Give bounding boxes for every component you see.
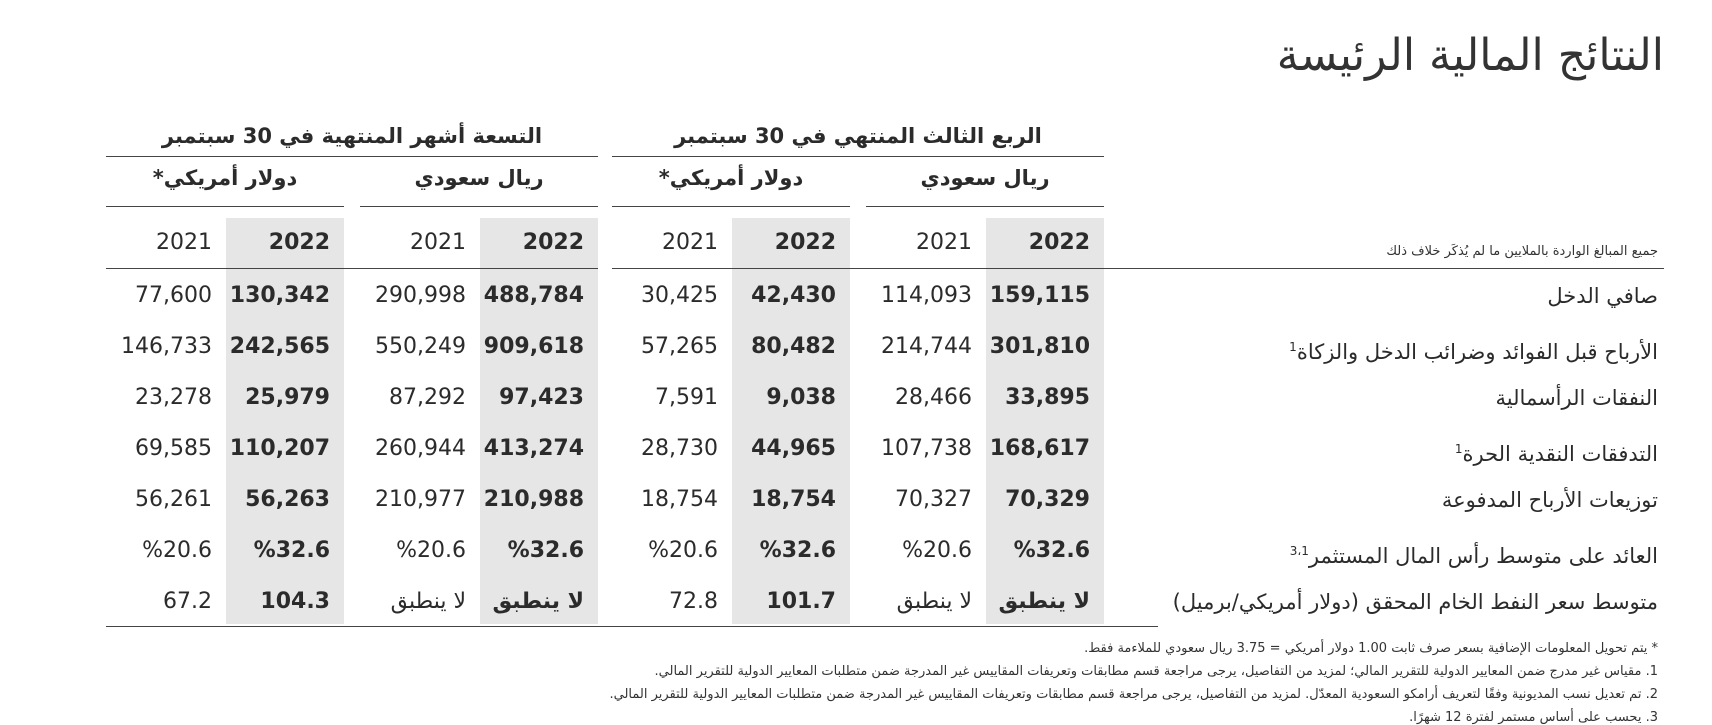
value-q3-usd-2021: 57,265 bbox=[641, 334, 718, 359]
currency-header-q3-usd: دولار أمريكي* bbox=[612, 166, 850, 207]
value-q3-sar-2021: 214,744 bbox=[881, 334, 972, 359]
year-header-prior: 2021 bbox=[916, 230, 972, 255]
currency-header-9m-usd: دولار أمريكي* bbox=[106, 166, 344, 207]
value-q3-usd-2022: 80,482 bbox=[751, 334, 836, 359]
year-header-prior: 2021 bbox=[662, 230, 718, 255]
year-header-current: 2022 bbox=[522, 230, 584, 255]
value-q3-usd-2022: 18,754 bbox=[751, 487, 836, 512]
value-9m-usd-2022: 130,342 bbox=[229, 283, 330, 308]
footnote: * يتم تحويل المعلومات الإضافية بسعر صرف ثابت 1.00 دولار أمريكي = 3.75 ريال سعودي للملاءمة فقط. bbox=[1084, 641, 1658, 656]
value-q3-usd-2022: 42,430 bbox=[751, 283, 836, 308]
value-q3-usd-2021: 18,754 bbox=[641, 487, 718, 512]
footnote: 2. تم تعديل نسب المديونية وفقًا لتعريف أرامكو السعودية المعدّل. لمزيد من التفاصيل، يرجى مراجعة قسم مطابقات وتعريفات المقاييس غير المدرجة ضمن متطلبات المعايير الدولية للتقرير المالي. bbox=[609, 687, 1658, 702]
value-q3-sar-2022: 168,617 bbox=[989, 436, 1090, 461]
value-9m-usd-2021: 67.2 bbox=[163, 589, 212, 614]
value-q3-sar-2021: 28,466 bbox=[895, 385, 972, 410]
year-header-current: 2022 bbox=[268, 230, 330, 255]
value-q3-sar-2021: لا ينطبق bbox=[896, 589, 972, 614]
value-9m-usd-2021: 69,585 bbox=[135, 436, 212, 461]
value-q3-sar-2022: 159,115 bbox=[989, 283, 1090, 308]
value-9m-sar-2021: لا ينطبق bbox=[390, 589, 466, 614]
value-q3-sar-2022: لا ينطبق bbox=[998, 589, 1090, 614]
group-header-q3: الربع الثالث المنتهي في 30 سبتمبر bbox=[612, 124, 1104, 157]
value-q3-sar-2022: %32.6 bbox=[1013, 538, 1090, 563]
year-header-current: 2022 bbox=[1028, 230, 1090, 255]
value-9m-usd-2022: 242,565 bbox=[229, 334, 330, 359]
value-q3-sar-2021: 107,738 bbox=[881, 436, 972, 461]
row-label: متوسط سعر النفط الخام المحقق (دولار أمريكي/برميل) bbox=[1172, 590, 1658, 614]
value-9m-sar-2022: 97,423 bbox=[499, 385, 584, 410]
page-title: النتائج المالية الرئيسة bbox=[1276, 30, 1664, 81]
value-9m-sar-2021: 550,249 bbox=[375, 334, 466, 359]
value-q3-usd-2022: 9,038 bbox=[766, 385, 836, 410]
value-9m-usd-2022: 56,263 bbox=[245, 487, 330, 512]
value-9m-usd-2021: 23,278 bbox=[135, 385, 212, 410]
value-q3-usd-2022: %32.6 bbox=[759, 538, 836, 563]
value-9m-usd-2021: 146,733 bbox=[121, 334, 212, 359]
row-label: صافي الدخل bbox=[1547, 284, 1658, 308]
value-9m-usd-2022: 104.3 bbox=[260, 589, 330, 614]
value-9m-sar-2022: لا ينطبق bbox=[492, 589, 584, 614]
value-q3-usd-2021: 72.8 bbox=[669, 589, 718, 614]
header-rule bbox=[612, 268, 1664, 269]
year-header-prior: 2021 bbox=[410, 230, 466, 255]
value-q3-sar-2022: 301,810 bbox=[989, 334, 1090, 359]
currency-header-q3-sar: ريال سعودي bbox=[866, 166, 1104, 207]
value-q3-usd-2022: 44,965 bbox=[751, 436, 836, 461]
value-9m-usd-2022: 25,979 bbox=[245, 385, 330, 410]
value-q3-sar-2021: %20.6 bbox=[902, 538, 972, 563]
currency-header-9m-sar: ريال سعودي bbox=[360, 166, 598, 207]
header-rule bbox=[106, 268, 598, 269]
value-9m-sar-2021: %20.6 bbox=[396, 538, 466, 563]
value-q3-usd-2021: 7,591 bbox=[655, 385, 718, 410]
footnote-marker: 3،1 bbox=[1289, 544, 1309, 558]
row-label: الأرباح قبل الفوائد وضرائب الدخل والزكاة$^1$ bbox=[1289, 340, 1658, 364]
value-9m-sar-2021: 210,977 bbox=[375, 487, 466, 512]
value-9m-usd-2021: %20.6 bbox=[142, 538, 212, 563]
group-header-nine-months: التسعة أشهر المنتهية في 30 سبتمبر bbox=[106, 124, 598, 157]
value-9m-sar-2021: 290,998 bbox=[375, 283, 466, 308]
row-label: العائد على متوسط رأس المال المستثمر$^{3،1}$ bbox=[1289, 544, 1658, 568]
value-9m-sar-2022: 488,784 bbox=[483, 283, 584, 308]
year-header-prior: 2021 bbox=[156, 230, 212, 255]
value-9m-sar-2021: 87,292 bbox=[389, 385, 466, 410]
units-note: جميع المبالغ الواردة بالملايين ما لم يُذكَر خلاف ذلك bbox=[1386, 244, 1658, 259]
value-q3-usd-2022: 101.7 bbox=[766, 589, 836, 614]
footnote-marker: 1 bbox=[1454, 442, 1463, 456]
value-9m-sar-2022: 210,988 bbox=[483, 487, 584, 512]
row-label: النفقات الرأسمالية bbox=[1495, 386, 1658, 410]
value-9m-usd-2021: 77,600 bbox=[135, 283, 212, 308]
value-q3-usd-2021: 28,730 bbox=[641, 436, 718, 461]
row-label: التدفقات النقدية الحرة$^1$ bbox=[1454, 442, 1658, 466]
value-q3-usd-2021: 30,425 bbox=[641, 283, 718, 308]
row-label: توزيعات الأرباح المدفوعة bbox=[1441, 488, 1658, 512]
value-q3-sar-2021: 70,327 bbox=[895, 487, 972, 512]
value-q3-usd-2021: %20.6 bbox=[648, 538, 718, 563]
value-9m-usd-2022: %32.6 bbox=[253, 538, 330, 563]
year-header-current: 2022 bbox=[774, 230, 836, 255]
value-q3-sar-2022: 70,329 bbox=[1005, 487, 1090, 512]
footnote: 3. يحسب على أساس مستمر لفترة 12 شهرًا. bbox=[1409, 710, 1658, 725]
footnote: 1. مقياس غير مدرج ضمن المعايير الدولية للتقرير المالي؛ لمزيد من التفاصيل، يرجى مراجعة قسم مطابقات وتعريفات المقاييس غير المدرجة ضمن متطلبات المعايير الدولية للتقرير المالي. bbox=[654, 664, 1658, 679]
value-q3-sar-2021: 114,093 bbox=[881, 283, 972, 308]
footnote-marker: 1 bbox=[1289, 340, 1297, 354]
table-bottom-rule bbox=[106, 626, 1158, 627]
value-9m-sar-2022: 909,618 bbox=[483, 334, 584, 359]
value-9m-sar-2022: 413,274 bbox=[483, 436, 584, 461]
value-9m-sar-2022: %32.6 bbox=[507, 538, 584, 563]
value-9m-usd-2022: 110,207 bbox=[229, 436, 330, 461]
value-9m-usd-2021: 56,261 bbox=[135, 487, 212, 512]
value-9m-sar-2021: 260,944 bbox=[375, 436, 466, 461]
value-q3-sar-2022: 33,895 bbox=[1005, 385, 1090, 410]
